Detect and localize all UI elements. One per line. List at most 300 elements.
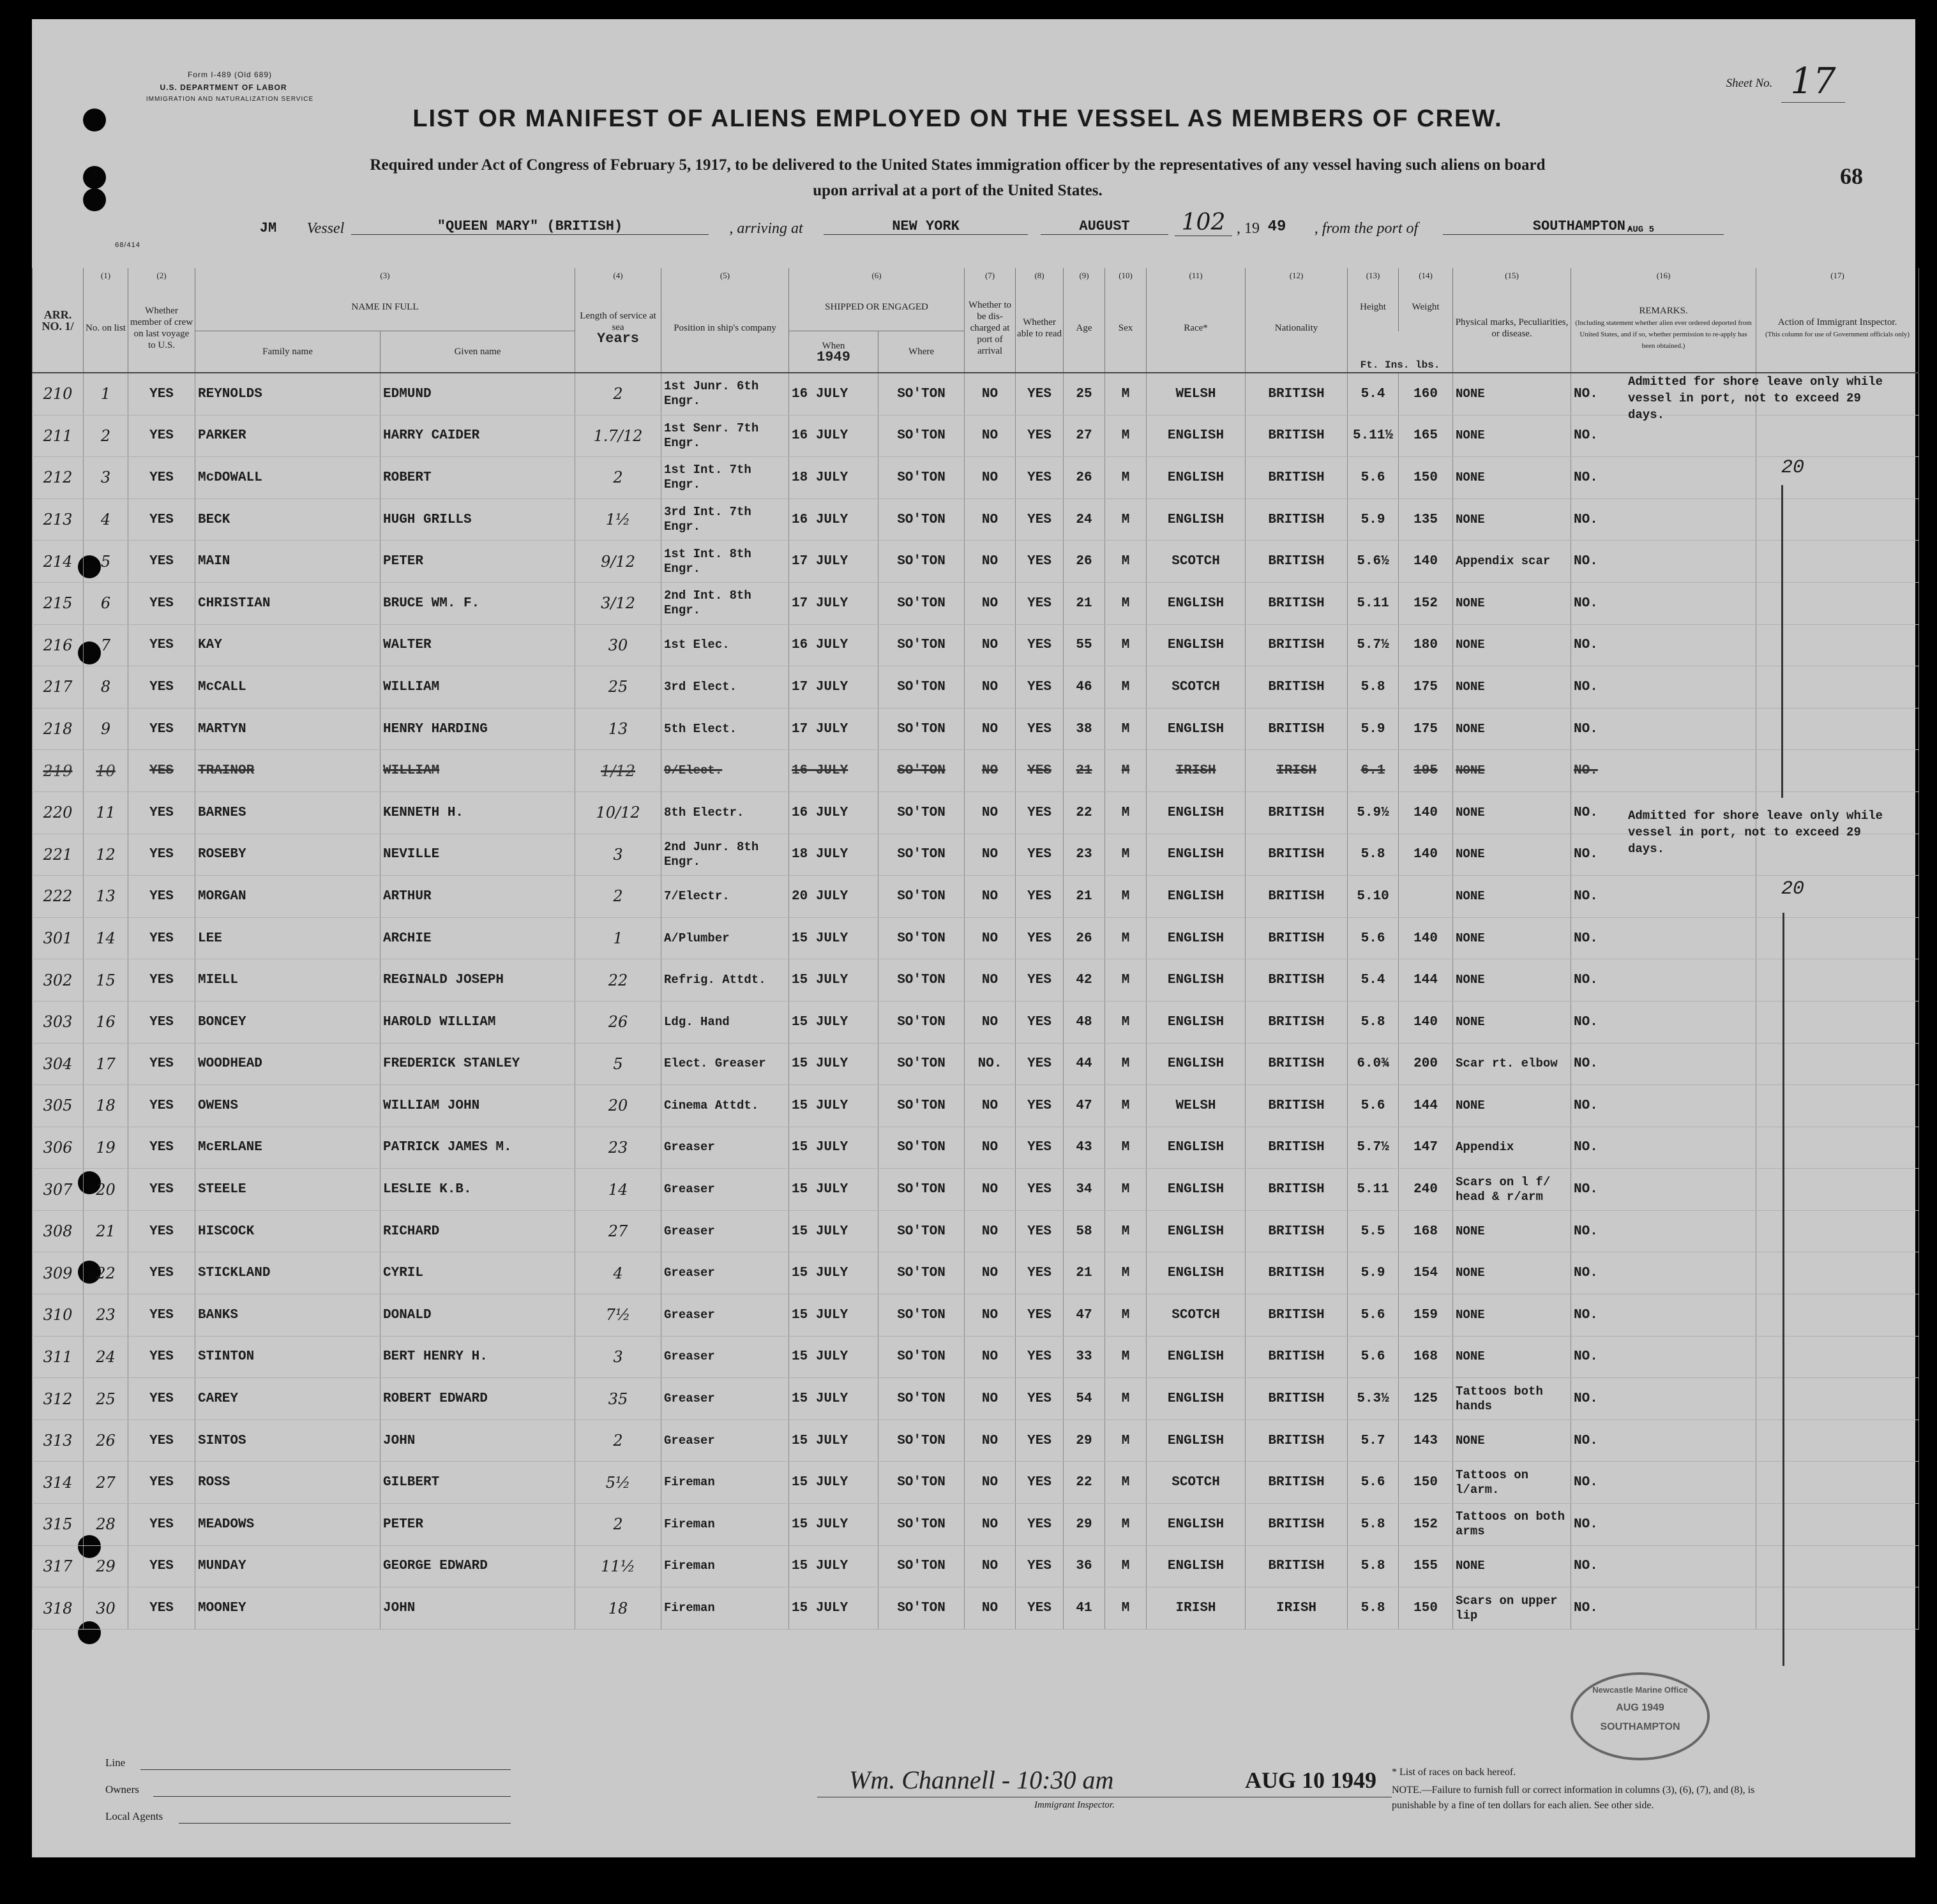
- physical-marks-cell: NONE: [1453, 1252, 1571, 1294]
- arr-number-cell: 302: [33, 959, 84, 1001]
- shipped-place-cell: SO'TON: [878, 541, 965, 583]
- shipped-date-cell: 15 JULY: [789, 917, 878, 959]
- able-to-read-cell: YES: [1016, 1043, 1064, 1085]
- position-cell: Greaser: [661, 1210, 789, 1252]
- shipped-header: SHIPPED OR ENGAGED: [789, 283, 965, 331]
- height-cell: 5.9: [1348, 498, 1399, 541]
- race-cell: ENGLISH: [1147, 1210, 1246, 1252]
- able-to-read-cell: YES: [1016, 666, 1064, 708]
- weight-cell: 144: [1399, 1085, 1453, 1127]
- nationality-cell: BRITISH: [1246, 1169, 1348, 1211]
- shipped-date-cell: 15 JULY: [789, 1127, 878, 1169]
- age-cell: 58: [1064, 1210, 1105, 1252]
- list-number-cell: 4: [84, 498, 128, 541]
- shipped-date-cell: 15 JULY: [789, 1294, 878, 1337]
- physical-header: Physical marks, Peculiarities, or disease.: [1453, 283, 1571, 373]
- weight-header: Weight: [1399, 283, 1453, 331]
- position-cell: 1st Junr. 6th Engr.: [661, 373, 789, 415]
- remarks-cell: NO.: [1571, 1504, 1756, 1546]
- shipped-date-cell: 15 JULY: [789, 1252, 878, 1294]
- col-num: (11): [1147, 268, 1246, 283]
- discharged-cell: NO: [965, 834, 1016, 876]
- line-underline: [140, 1769, 511, 1770]
- race-cell: WELSH: [1147, 373, 1246, 415]
- weight-cell: 150: [1399, 1587, 1453, 1630]
- physical-marks-cell: Scars on upper lip: [1453, 1587, 1571, 1630]
- family-name-cell: MUNDAY: [195, 1545, 381, 1587]
- member-last-voyage-cell: YES: [128, 1127, 195, 1169]
- remarks-cell: NO.: [1571, 959, 1756, 1001]
- race-cell: SCOTCH: [1147, 1294, 1246, 1337]
- sex-cell: M: [1105, 1294, 1147, 1337]
- height-cell: 5.3½: [1348, 1378, 1399, 1420]
- service-years-cell: 9/12: [575, 541, 661, 583]
- remarks-cell: NO.: [1571, 1210, 1756, 1252]
- physical-marks-cell: NONE: [1453, 750, 1571, 792]
- list-number-cell: 18: [84, 1085, 128, 1127]
- given-name-cell: WILLIAM JOHN: [381, 1085, 575, 1127]
- shipped-place-cell: SO'TON: [878, 1587, 965, 1630]
- physical-marks-cell: NONE: [1453, 624, 1571, 666]
- physical-marks-cell: NONE: [1453, 415, 1571, 457]
- read-header: Whether able to read: [1016, 283, 1064, 373]
- service-years-cell: 1/12: [575, 750, 661, 792]
- family-name-cell: BONCEY: [195, 1001, 381, 1043]
- shipped-place-cell: SO'TON: [878, 415, 965, 457]
- weight-cell: 200: [1399, 1043, 1453, 1085]
- weight-cell: 240: [1399, 1169, 1453, 1211]
- race-cell: ENGLISH: [1147, 708, 1246, 750]
- family-name-cell: WOODHEAD: [195, 1043, 381, 1085]
- action-cell: [1756, 750, 1919, 792]
- weight-cell: 159: [1399, 1294, 1453, 1337]
- arr-number-cell: 314: [33, 1462, 84, 1504]
- race-cell: ENGLISH: [1147, 1504, 1246, 1546]
- race-cell: ENGLISH: [1147, 498, 1246, 541]
- able-to-read-cell: YES: [1016, 1210, 1064, 1252]
- age-cell: 21: [1064, 582, 1105, 624]
- able-to-read-cell: YES: [1016, 1294, 1064, 1337]
- height-cell: 6.0¾: [1348, 1043, 1399, 1085]
- table-row: [33, 666, 1919, 708]
- action-note: (This column for use of Government officials only): [1765, 330, 1910, 338]
- arr-number-cell: 304: [33, 1043, 84, 1085]
- arr-number-cell: 308: [33, 1210, 84, 1252]
- table-row: [33, 1336, 1919, 1378]
- family-name-cell: CAREY: [195, 1378, 381, 1420]
- form-number: Form I-489 (Old 689): [187, 70, 273, 79]
- physical-marks-cell: Appendix scar: [1453, 541, 1571, 583]
- sex-cell: M: [1105, 1378, 1147, 1420]
- weight-cell: 140: [1399, 1001, 1453, 1043]
- able-to-read-cell: YES: [1016, 791, 1064, 834]
- physical-marks-cell: NONE: [1453, 373, 1571, 415]
- height-cell: 5.6: [1348, 1462, 1399, 1504]
- sex-cell: M: [1105, 1336, 1147, 1378]
- shipped-place-cell: SO'TON: [878, 1169, 965, 1211]
- remarks-cell: NO.: [1571, 750, 1756, 792]
- arr-number-cell: 217: [33, 666, 84, 708]
- remarks-cell: NO.: [1571, 1252, 1756, 1294]
- service-years-cell: 25: [575, 666, 661, 708]
- remarks-cell: NO.: [1571, 791, 1756, 834]
- remarks-cell: NO.: [1571, 582, 1756, 624]
- departure-port: SOUTHAMPTON.: [1443, 218, 1724, 235]
- member-last-voyage-cell: YES: [128, 457, 195, 499]
- race-cell: SCOTCH: [1147, 1462, 1246, 1504]
- race-cell: ENGLISH: [1147, 1378, 1246, 1420]
- stamp-mid-text: AUG 1949: [1616, 1702, 1664, 1713]
- age-cell: 44: [1064, 1043, 1105, 1085]
- action-cell: [1756, 624, 1919, 666]
- arr-number-cell: 311: [33, 1336, 84, 1378]
- arr-number-cell: 218: [33, 708, 84, 750]
- arr-number-cell: 309: [33, 1252, 84, 1294]
- discharged-cell: NO: [965, 666, 1016, 708]
- years-label: Years: [597, 331, 640, 347]
- weight-cell: 135: [1399, 498, 1453, 541]
- shipped-place-cell: SO'TON: [878, 750, 965, 792]
- weight-cell: 140: [1399, 834, 1453, 876]
- shipped-date-cell: 16 JULY: [789, 624, 878, 666]
- given-name-header: Given name: [381, 331, 575, 373]
- member-last-voyage-cell: YES: [128, 582, 195, 624]
- inspection-date-stamp: AUG 10 1949: [1245, 1767, 1376, 1793]
- physical-marks-cell: NONE: [1453, 959, 1571, 1001]
- arr-number-cell: 318: [33, 1587, 84, 1630]
- shipped-place-cell: SO'TON: [878, 1420, 965, 1462]
- physical-marks-cell: NONE: [1453, 1545, 1571, 1587]
- remarks-cell: NO.: [1571, 1085, 1756, 1127]
- position-cell: Greaser: [661, 1294, 789, 1337]
- physical-marks-cell: Scars on l f/ head & r/arm: [1453, 1169, 1571, 1211]
- height-cell: 5.8: [1348, 1545, 1399, 1587]
- given-name-cell: HARRY CAIDER: [381, 415, 575, 457]
- member-last-voyage-cell: YES: [128, 1210, 195, 1252]
- note-line-1: NOTE.—Failure to furnish full or correct information in columns (3), (6), (7), and (8), is: [1392, 1785, 1755, 1795]
- list-number-cell: 29: [84, 1545, 128, 1587]
- race-cell: ENGLISH: [1147, 1336, 1246, 1378]
- shipped-date-cell: 17 JULY: [789, 708, 878, 750]
- family-name-cell: STICKLAND: [195, 1252, 381, 1294]
- service-years-cell: 2: [575, 876, 661, 918]
- member-last-voyage-cell: YES: [128, 876, 195, 918]
- shipped-place-cell: SO'TON: [878, 1378, 965, 1420]
- service-years-cell: 3: [575, 1336, 661, 1378]
- position-cell: A/Plumber: [661, 917, 789, 959]
- discharged-cell: NO: [965, 624, 1016, 666]
- age-cell: 34: [1064, 1169, 1105, 1211]
- position-cell: 1st Int. 7th Engr.: [661, 457, 789, 499]
- remarks-cell: NO.: [1571, 541, 1756, 583]
- stamp-top-text: Newcastle Marine Office: [1592, 1685, 1688, 1695]
- able-to-read-cell: YES: [1016, 1420, 1064, 1462]
- table-row: [33, 1252, 1919, 1294]
- remarks-cell: NO.: [1571, 1587, 1756, 1630]
- position-cell: Elect. Greaser: [661, 1043, 789, 1085]
- table-row: [33, 1001, 1919, 1043]
- list-number-cell: 8: [84, 666, 128, 708]
- race-cell: ENGLISH: [1147, 1252, 1246, 1294]
- remarks-cell: NO.: [1571, 624, 1756, 666]
- position-cell: Fireman: [661, 1462, 789, 1504]
- marine-office-stamp: [1571, 1672, 1710, 1760]
- arr-number-cell: 303: [33, 1001, 84, 1043]
- sex-header: Sex: [1105, 283, 1147, 373]
- subtitle-line2: upon arrival at a port of the United States.: [813, 182, 1103, 199]
- punch-hole: [83, 109, 106, 131]
- action-cell: [1756, 582, 1919, 624]
- shipped-place-cell: SO'TON: [878, 666, 965, 708]
- sex-cell: M: [1105, 834, 1147, 876]
- list-number-cell: 20: [84, 1169, 128, 1211]
- when-label: When: [822, 340, 845, 351]
- action-cell: [1756, 1336, 1919, 1378]
- member-last-voyage-cell: YES: [128, 1462, 195, 1504]
- family-name-cell: MIELL: [195, 959, 381, 1001]
- height-header: Height: [1348, 283, 1399, 331]
- member-last-voyage-cell: YES: [128, 1294, 195, 1337]
- position-cell: 2nd Int. 8th Engr.: [661, 582, 789, 624]
- list-number-cell: 23: [84, 1294, 128, 1337]
- member-last-voyage-cell: YES: [128, 834, 195, 876]
- remarks-cell: NO.: [1571, 1462, 1756, 1504]
- nationality-cell: BRITISH: [1246, 791, 1348, 834]
- given-name-cell: DONALD: [381, 1294, 575, 1337]
- height-cell: 5.8: [1348, 1001, 1399, 1043]
- table-row: [33, 917, 1919, 959]
- weight-cell: 140: [1399, 541, 1453, 583]
- col-num: (14): [1399, 268, 1453, 283]
- discharged-cell: NO: [965, 1127, 1016, 1169]
- age-cell: 42: [1064, 959, 1105, 1001]
- weight-cell: 144: [1399, 959, 1453, 1001]
- race-cell: ENGLISH: [1147, 876, 1246, 918]
- nationality-cell: BRITISH: [1246, 1378, 1348, 1420]
- list-number-cell: 11: [84, 791, 128, 834]
- age-cell: 43: [1064, 1127, 1105, 1169]
- weight-cell: [1399, 876, 1453, 918]
- age-cell: 33: [1064, 1336, 1105, 1378]
- table-row: [33, 1504, 1919, 1546]
- member-last-voyage-cell: YES: [128, 1085, 195, 1127]
- service-header: [575, 283, 661, 373]
- age-cell: 26: [1064, 457, 1105, 499]
- sex-cell: M: [1105, 1127, 1147, 1169]
- position-cell: 7/Electr.: [661, 876, 789, 918]
- family-name-cell: McERLANE: [195, 1127, 381, 1169]
- shore-leave-note-1: Admitted for shore leave only while vessel in port, not to exceed 29 days.: [1628, 375, 1883, 422]
- physical-marks-cell: NONE: [1453, 834, 1571, 876]
- service-years-cell: 13: [575, 708, 661, 750]
- table-row: [33, 1294, 1919, 1337]
- remarks-cell: NO.: [1571, 415, 1756, 457]
- list-number-cell: 30: [84, 1587, 128, 1630]
- shipped-date-cell: 15 JULY: [789, 1504, 878, 1546]
- discharged-cell: NO: [965, 1420, 1016, 1462]
- nationality-cell: BRITISH: [1246, 1545, 1348, 1587]
- discharged-cell: NO: [965, 457, 1016, 499]
- shipped-place-cell: SO'TON: [878, 917, 965, 959]
- action-cell: [1756, 666, 1919, 708]
- physical-marks-cell: NONE: [1453, 917, 1571, 959]
- arr-number-cell: 315: [33, 1504, 84, 1546]
- age-cell: 47: [1064, 1294, 1105, 1337]
- action-bracket-line: [1781, 485, 1783, 798]
- nationality-cell: BRITISH: [1246, 876, 1348, 918]
- family-name-cell: PARKER: [195, 415, 381, 457]
- service: IMMIGRATION AND NATURALIZATION SERVICE: [146, 96, 314, 103]
- action-mark-1: 20: [1781, 457, 1805, 479]
- nationality-cell: BRITISH: [1246, 959, 1348, 1001]
- sex-cell: M: [1105, 959, 1147, 1001]
- shipped-place-cell: SO'TON: [878, 959, 965, 1001]
- height-cell: 5.9: [1348, 708, 1399, 750]
- list-number-cell: 3: [84, 457, 128, 499]
- action-cell: [1756, 1545, 1919, 1587]
- arr-number-cell: 310: [33, 1294, 84, 1337]
- vessel-label: Vessel: [306, 220, 345, 237]
- arr-no-header: ARR. NO. 1/: [33, 268, 84, 373]
- table-row: [33, 1587, 1919, 1630]
- weight-cell: 147: [1399, 1127, 1453, 1169]
- able-to-read-cell: YES: [1016, 624, 1064, 666]
- shipped-date-cell: 16 JULY: [789, 415, 878, 457]
- action-cell: [1756, 1420, 1919, 1462]
- shipped-date-cell: 17 JULY: [789, 666, 878, 708]
- when-header: [789, 331, 878, 373]
- no-on-list-header: No. on list: [84, 283, 128, 373]
- nationality-cell: BRITISH: [1246, 1085, 1348, 1127]
- shipped-date-cell: 15 JULY: [789, 1378, 878, 1420]
- weight-cell: 160: [1399, 373, 1453, 415]
- able-to-read-cell: YES: [1016, 750, 1064, 792]
- physical-marks-cell: NONE: [1453, 708, 1571, 750]
- family-name-cell: ROSS: [195, 1462, 381, 1504]
- shipped-date-cell: 17 JULY: [789, 541, 878, 583]
- action-header: [1756, 283, 1919, 373]
- shipped-place-cell: SO'TON: [878, 876, 965, 918]
- arr-number-cell: 317: [33, 1545, 84, 1587]
- sex-cell: M: [1105, 1545, 1147, 1587]
- member-last-voyage-cell: YES: [128, 498, 195, 541]
- sex-cell: M: [1105, 1043, 1147, 1085]
- given-name-cell: NEVILLE: [381, 834, 575, 876]
- sex-cell: M: [1105, 1504, 1147, 1546]
- weight-cell: 180: [1399, 624, 1453, 666]
- race-cell: ENGLISH: [1147, 917, 1246, 959]
- weight-cell: 125: [1399, 1378, 1453, 1420]
- discharged-cell: NO: [965, 1085, 1016, 1127]
- discharged-cell: NO: [965, 708, 1016, 750]
- family-name-cell: McCALL: [195, 666, 381, 708]
- position-cell: 1st Elec.: [661, 624, 789, 666]
- list-number-cell: 13: [84, 876, 128, 918]
- given-name-cell: ARCHIE: [381, 917, 575, 959]
- list-number-cell: 17: [84, 1043, 128, 1085]
- sex-cell: M: [1105, 1210, 1147, 1252]
- race-cell: IRISH: [1147, 750, 1246, 792]
- shipped-date-cell: 15 JULY: [789, 1545, 878, 1587]
- from-label: , from the port of: [1314, 220, 1419, 237]
- nationality-cell: BRITISH: [1246, 1420, 1348, 1462]
- position-cell: Fireman: [661, 1587, 789, 1630]
- table-row: [33, 1378, 1919, 1420]
- table-row: [33, 750, 1919, 792]
- table-row: [33, 876, 1919, 918]
- physical-marks-cell: NONE: [1453, 1294, 1571, 1337]
- physical-marks-cell: NONE: [1453, 1336, 1571, 1378]
- action-cell: [1756, 1210, 1919, 1252]
- name-header: NAME IN FULL: [195, 283, 575, 331]
- arr-number-cell: 211: [33, 415, 84, 457]
- shipped-place-cell: SO'TON: [878, 457, 965, 499]
- race-cell: ENGLISH: [1147, 1545, 1246, 1587]
- family-name-cell: LEE: [195, 917, 381, 959]
- age-cell: 36: [1064, 1545, 1105, 1587]
- nationality-cell: BRITISH: [1246, 1294, 1348, 1337]
- shipped-place-cell: SO'TON: [878, 1545, 965, 1587]
- col-num: (12): [1246, 268, 1348, 283]
- given-name-cell: WALTER: [381, 624, 575, 666]
- given-name-cell: REGINALD JOSEPH: [381, 959, 575, 1001]
- given-name-cell: BERT HENRY H.: [381, 1336, 575, 1378]
- discharged-cell: NO.: [965, 1043, 1016, 1085]
- table-row: [33, 457, 1919, 499]
- stamp-bottom-text: SOUTHAMPTON: [1600, 1721, 1680, 1732]
- member-last-voyage-cell: YES: [128, 1252, 195, 1294]
- sex-cell: M: [1105, 541, 1147, 583]
- physical-marks-cell: NONE: [1453, 666, 1571, 708]
- position-cell: Cinema Attdt.: [661, 1085, 789, 1127]
- able-to-read-cell: YES: [1016, 1462, 1064, 1504]
- sex-cell: M: [1105, 624, 1147, 666]
- punch-hole: [83, 188, 106, 211]
- weight-cell: 168: [1399, 1336, 1453, 1378]
- local-agents-label: Local Agents: [105, 1810, 163, 1822]
- where-header: Where: [878, 331, 965, 373]
- sex-cell: M: [1105, 582, 1147, 624]
- list-number-cell: 9: [84, 708, 128, 750]
- nationality-cell: BRITISH: [1246, 498, 1348, 541]
- discharged-cell: NO: [965, 498, 1016, 541]
- col-num: (1): [84, 268, 128, 283]
- sex-cell: M: [1105, 1252, 1147, 1294]
- arr-number-cell: 221: [33, 834, 84, 876]
- physical-marks-cell: NONE: [1453, 1001, 1571, 1043]
- col-num: (4): [575, 268, 661, 283]
- remarks-cell: NO.: [1571, 1420, 1756, 1462]
- able-to-read-cell: YES: [1016, 959, 1064, 1001]
- able-to-read-cell: YES: [1016, 1504, 1064, 1546]
- member-last-voyage-cell: YES: [128, 750, 195, 792]
- family-name-cell: ROSEBY: [195, 834, 381, 876]
- table-row: [33, 541, 1919, 583]
- age-cell: 22: [1064, 791, 1105, 834]
- service-years-cell: 1.7/12: [575, 415, 661, 457]
- discharged-cell: NO: [965, 876, 1016, 918]
- sex-cell: M: [1105, 498, 1147, 541]
- given-name-cell: LESLIE K.B.: [381, 1169, 575, 1211]
- physical-marks-cell: Tattoos on l/arm.: [1453, 1462, 1571, 1504]
- family-name-cell: MEADOWS: [195, 1504, 381, 1546]
- given-name-cell: JOHN: [381, 1587, 575, 1630]
- shipped-place-cell: SO'TON: [878, 1085, 965, 1127]
- arr-number-cell: 210: [33, 373, 84, 415]
- col-num: (7): [965, 268, 1016, 283]
- service-years-cell: 23: [575, 1127, 661, 1169]
- inspector-label: Immigrant Inspector.: [1034, 1800, 1115, 1810]
